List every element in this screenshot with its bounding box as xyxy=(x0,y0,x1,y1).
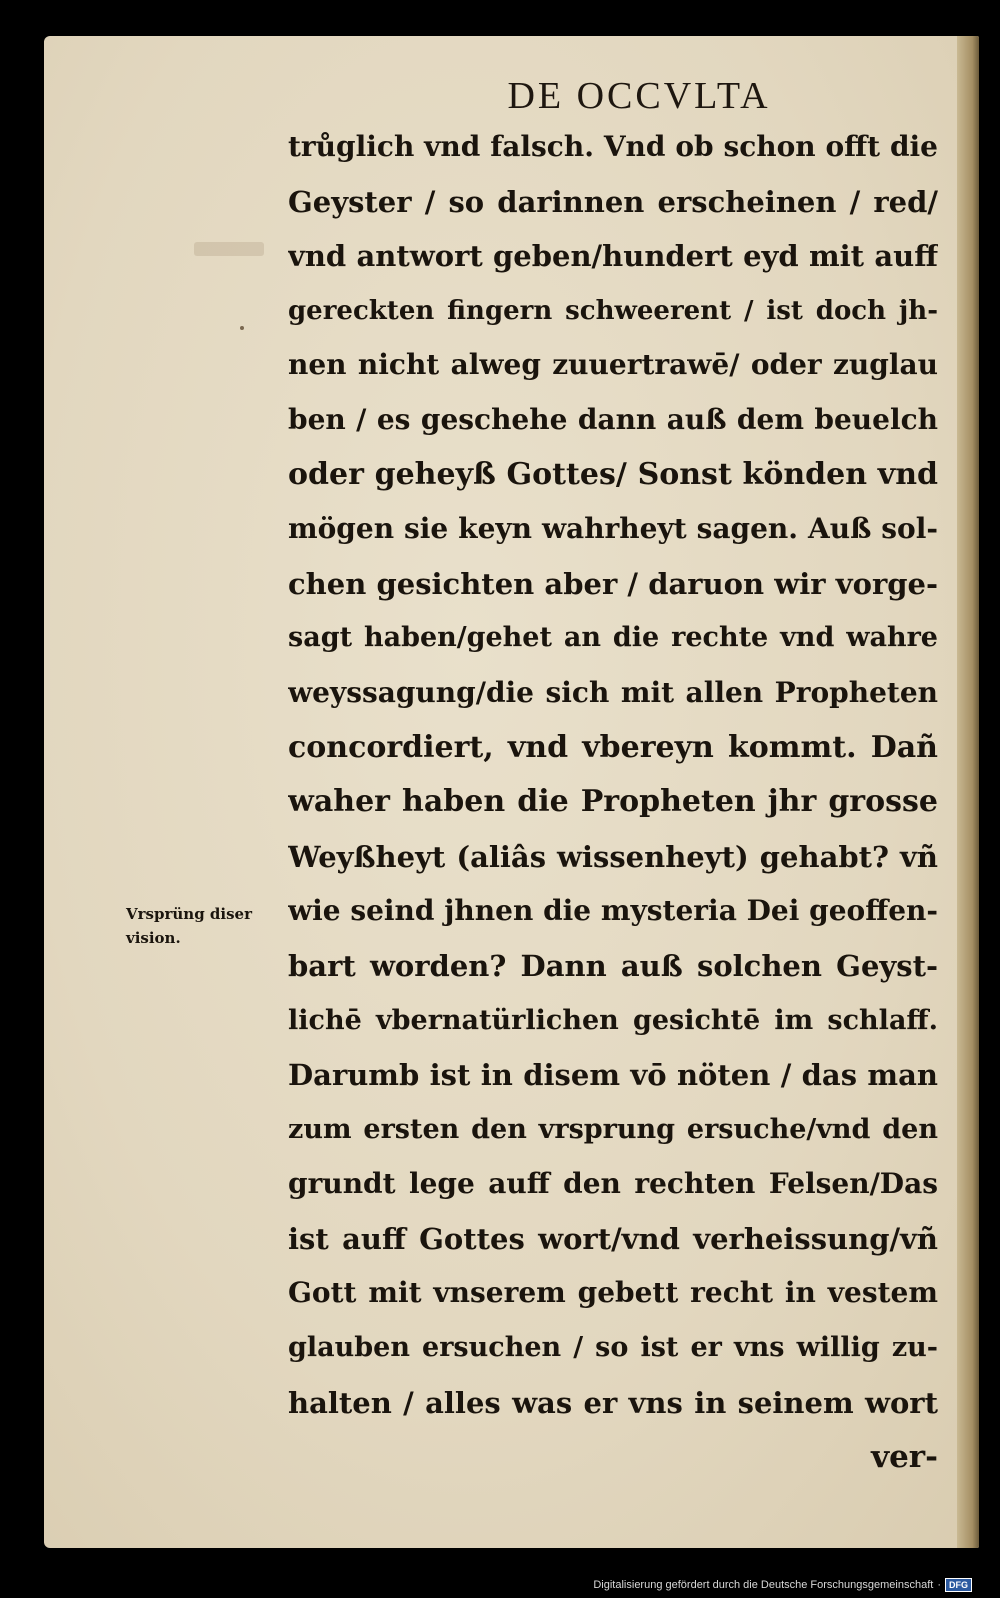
main-text-block xyxy=(288,120,938,1485)
text-line: ist auff Gottes wort/vnd verheissung/vñ xyxy=(288,1221,938,1256)
running-head: DE OCCVLTA xyxy=(507,75,771,117)
dfg-logo-icon: DFG xyxy=(945,1578,972,1592)
text-line: waher haben die Propheten jhr grosse xyxy=(288,784,938,820)
text-line: weyssagung/die sich mit allen Propheten xyxy=(288,675,938,709)
text-line: ben / es geschehe dann auß dem beuelch xyxy=(288,402,938,436)
ink-speck xyxy=(240,326,244,330)
text-line: mögen sie keyn wahrheyt sagen. Auß sol- xyxy=(288,512,938,546)
text-line: halten / alles was er vns in seinem wort xyxy=(288,1385,938,1420)
marginal-note-line: vision. xyxy=(126,929,181,947)
faint-show-through xyxy=(194,242,264,256)
digitization-footer: Digitalisierung gefördert durch die Deutsche Forschungsgemeinschaft · DFG xyxy=(593,1578,972,1592)
text-line: vnd antwort geben/hundert eyd mit auff xyxy=(288,239,938,274)
text-line: glauben ersuchen / so ist er vns willig zu- xyxy=(288,1332,938,1364)
text-line: chen gesichten aber / daruon wir vorge- xyxy=(288,566,938,601)
text-line: wie seind jhnen die mysteria Dei geoffen- xyxy=(288,894,938,928)
text-line: gereckten fingern schweerent / ist doch jh- xyxy=(288,295,938,326)
marginal-note-line: Vrsprüng diser xyxy=(126,905,252,923)
text-line: Darumb ist in disem vō nöten / das man xyxy=(288,1058,938,1093)
text-line: grundt lege auff den rechten Felsen/Das xyxy=(288,1167,938,1201)
page-edge xyxy=(957,36,979,1548)
footer-credit: Digitalisierung gefördert durch die Deutsche Forschungsgemeinschaft xyxy=(593,1579,934,1591)
text-line: Gott mit vnserem gebett recht in vestem xyxy=(288,1276,938,1310)
book-page xyxy=(44,36,979,1548)
text-line: zum ersten den vrsprung ersuche/vnd den xyxy=(288,1113,938,1145)
text-line: oder geheyß Gottes/ Sonst könden vnd xyxy=(288,456,938,492)
text-line: bart worden? Dann auß solchen Geyst- xyxy=(288,948,938,983)
text-line: ver- xyxy=(871,1439,938,1476)
text-line: Weyßheyt (aliâs wissenheyt) gehabt? vñ xyxy=(288,839,938,874)
text-line: nen nicht alweg zuuertrawē/ oder zuglau xyxy=(288,348,938,382)
marginal-note xyxy=(126,902,276,950)
text-line: lichē vbernatürlichen gesichtē im schlaff. xyxy=(288,1004,938,1036)
text-line: sagt haben/gehet an die rechte vnd wahre xyxy=(288,622,938,654)
text-line: Geyster / so darinnen erscheinen / red/ xyxy=(288,184,938,219)
text-line: concordiert, vnd vbereyn kommt. Dañ xyxy=(288,729,938,765)
text-line: trůglich vnd falsch. Vnd ob schon offt die xyxy=(288,130,938,163)
